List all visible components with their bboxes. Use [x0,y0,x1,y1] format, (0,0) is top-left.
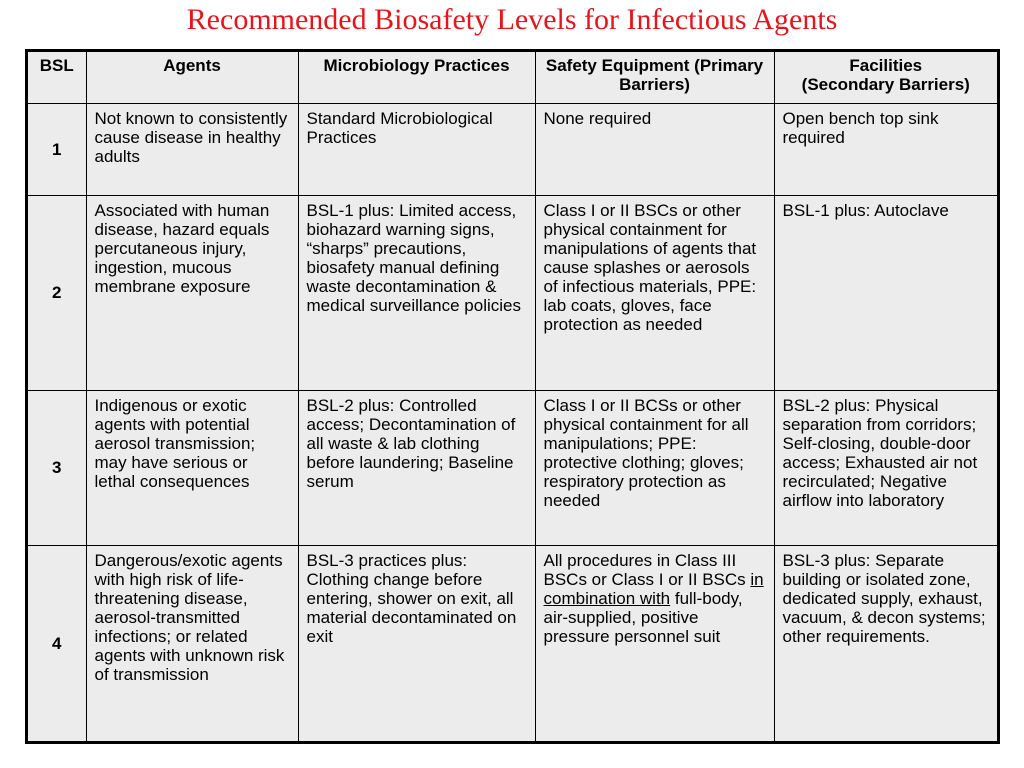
page-title: Recommended Biosafety Levels for Infectious Agents [186,3,838,36]
header-safety: Safety Equipment (Primary Barriers) [535,52,774,103]
safety-text: Class I or II BSCs or other physical containment for manipulations of agents that cause splashes or aerosols of infectious materials, PPE: lab coats, gloves, face protection as needed [543,200,757,334]
agents-cell: Associated with human disease, hazard equals percutaneous injury, ingestion, mucous membrane exposure [86,195,298,390]
safety-text: None required [543,108,652,128]
micro-practices-cell: BSL-3 practices plus: Clothing change before entering, shower on exit, all material decontaminated on exit [298,545,535,741]
header-row [28,52,997,103]
header-micro: Microbiology Practices [298,52,535,103]
table-row [28,103,997,195]
biosafety-table [25,49,1000,744]
safety-equipment-cell [535,103,774,195]
biosafety-grid [28,52,997,741]
safety-underlined-text: in combination with [543,569,764,608]
micro-practices-cell: Standard Microbiological Practices [298,103,535,195]
safety-text: All procedures in Class III BSCs or Class I or II BSCs [543,550,751,589]
facilities-cell: BSL-2 plus: Physical separation from corridors; Self-closing, double-door access; Exhausted air not recirculated; Negative airflow into laboratory [774,390,997,545]
agents-cell: Indigenous or exotic agents with potential aerosol transmission; may have serious or lethal consequences [86,390,298,545]
table-row [28,390,997,545]
bsl-level-cell: 2 [28,195,86,390]
agents-cell: Not known to consistently cause disease in healthy adults [86,103,298,195]
micro-practices-cell: BSL-2 plus: Controlled access; Decontamination of all waste & lab clothing before laundering; Baseline serum [298,390,535,545]
header-facilities-line2: (Secondary Barriers) [801,75,970,94]
facilities-cell: BSL-3 plus: Separate building or isolated zone, dedicated supply, exhaust, vacuum, & decon systems; other requirements. [774,545,997,741]
micro-practices-cell: BSL-1 plus: Limited access, biohazard warning signs, “sharps” precautions, biosafety manual defining waste decontamination & medical surveillance policies [298,195,535,390]
safety-text: Class I or II BCSs or other physical containment for all manipulations; PPE: protective clothing; gloves; respiratory protection as needed [543,395,749,510]
safety-equipment-cell [535,390,774,545]
bsl-level-cell: 4 [28,545,86,741]
header-agents: Agents [86,52,298,103]
agents-cell: Dangerous/exotic agents with high risk of life-threatening disease, aerosol-transmitted infections; or related agents with unknown risk of transmission [86,545,298,741]
table-row [28,545,997,741]
safety-equipment-cell [535,195,774,390]
header-bsl: BSL [28,52,86,103]
header-facilities [774,52,997,103]
safety-text-continued: full-body, air-supplied, positive pressure personnel suit [543,588,743,646]
safety-equipment-cell [535,545,774,741]
bsl-level-cell: 3 [28,390,86,545]
header-facilities-line1: Facilities [849,56,923,75]
facilities-cell: BSL-1 plus: Autoclave [774,195,997,390]
table-row [28,195,997,390]
bsl-level-cell: 1 [28,103,86,195]
facilities-cell: Open bench top sink required [774,103,997,195]
